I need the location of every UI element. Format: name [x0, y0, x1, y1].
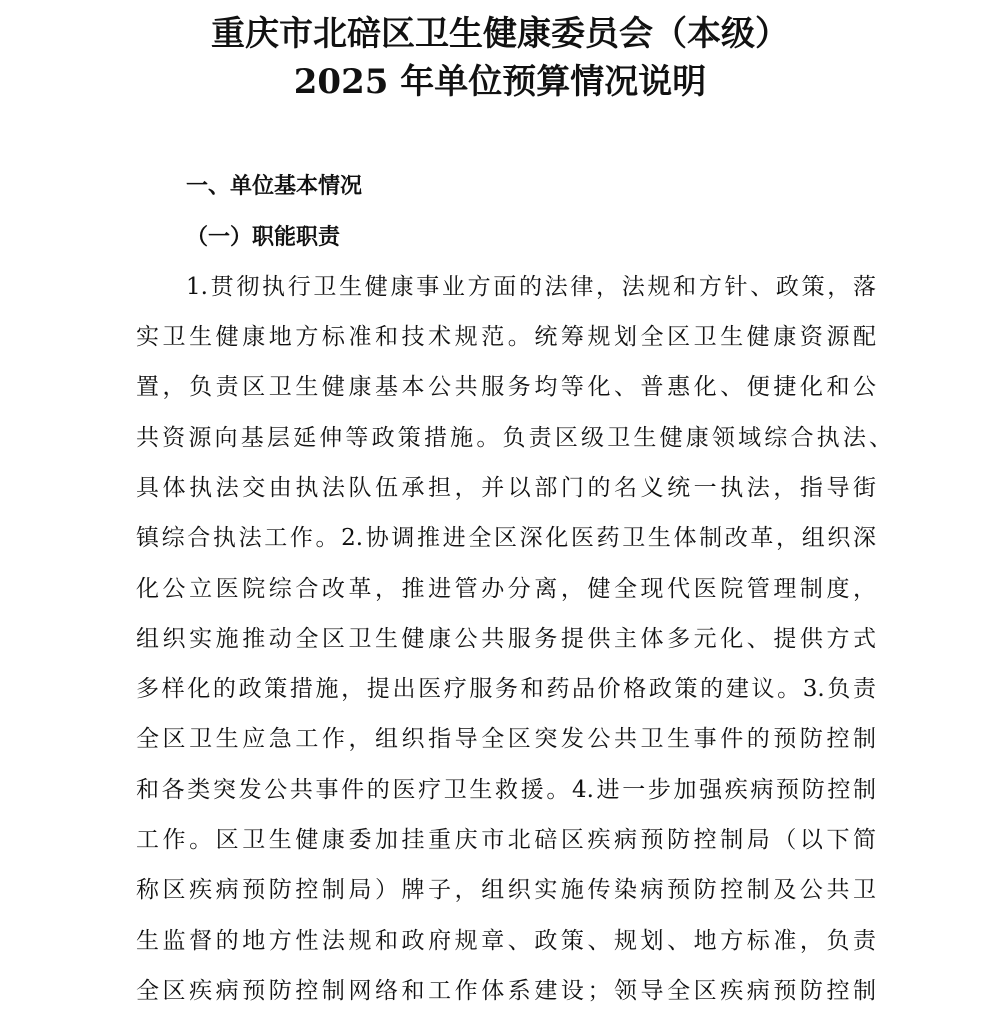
body-line: 镇综合执法工作。2.协调推进全区深化医药卫生体制改革，组织深: [136, 525, 876, 551]
subsection-heading: （一）职能职责: [186, 224, 341, 250]
body-line: 全区疾病预防控制网络和工作体系建设；领导全区疾病预防控制: [136, 978, 876, 1004]
body-line: 组织实施推动全区卫生健康公共服务提供主体多元化、提供方式: [136, 626, 876, 652]
document-title-line-2: 2025 年单位预算情况说明: [293, 62, 707, 102]
document-title-line-1: 重庆市北碚区卫生健康委员会（本级）: [211, 14, 789, 54]
body-line: 生监督的地方性法规和政府规章、政策、规划、地方标准，负责: [136, 928, 876, 954]
body-line: 化公立医院综合改革，推进管办分离，健全现代医院管理制度，: [136, 576, 876, 602]
section-heading: 一、单位基本情况: [186, 174, 363, 199]
body-line: 共资源向基层延伸等政策措施。负责区级卫生健康领域综合执法、: [136, 425, 892, 451]
body-line: 多样化的政策措施，提出医疗服务和药品价格政策的建议。3.负责: [136, 676, 876, 702]
body-line: 具体执法交由执法队伍承担，并以部门的名义统一执法，指导街: [136, 475, 876, 501]
body-line: 1.贯彻执行卫生健康事业方面的法律，法规和方针、政策，落: [186, 274, 876, 300]
body-line: 工作。区卫生健康委加挂重庆市北碚区疾病预防控制局（以下简: [136, 827, 876, 853]
body-line: 称区疾病预防控制局）牌子，组织实施传染病预防控制及公共卫: [136, 877, 876, 903]
body-line: 实卫生健康地方标准和技术规范。统筹规划全区卫生健康资源配: [136, 324, 876, 350]
body-line: 置，负责区卫生健康基本公共服务均等化、普惠化、便捷化和公: [136, 374, 876, 400]
body-line: 和各类突发公共事件的医疗卫生救援。4.进一步加强疾病预防控制: [136, 777, 876, 803]
body-line: 全区卫生应急工作，组织指导全区突发公共卫生事件的预防控制: [136, 726, 876, 752]
